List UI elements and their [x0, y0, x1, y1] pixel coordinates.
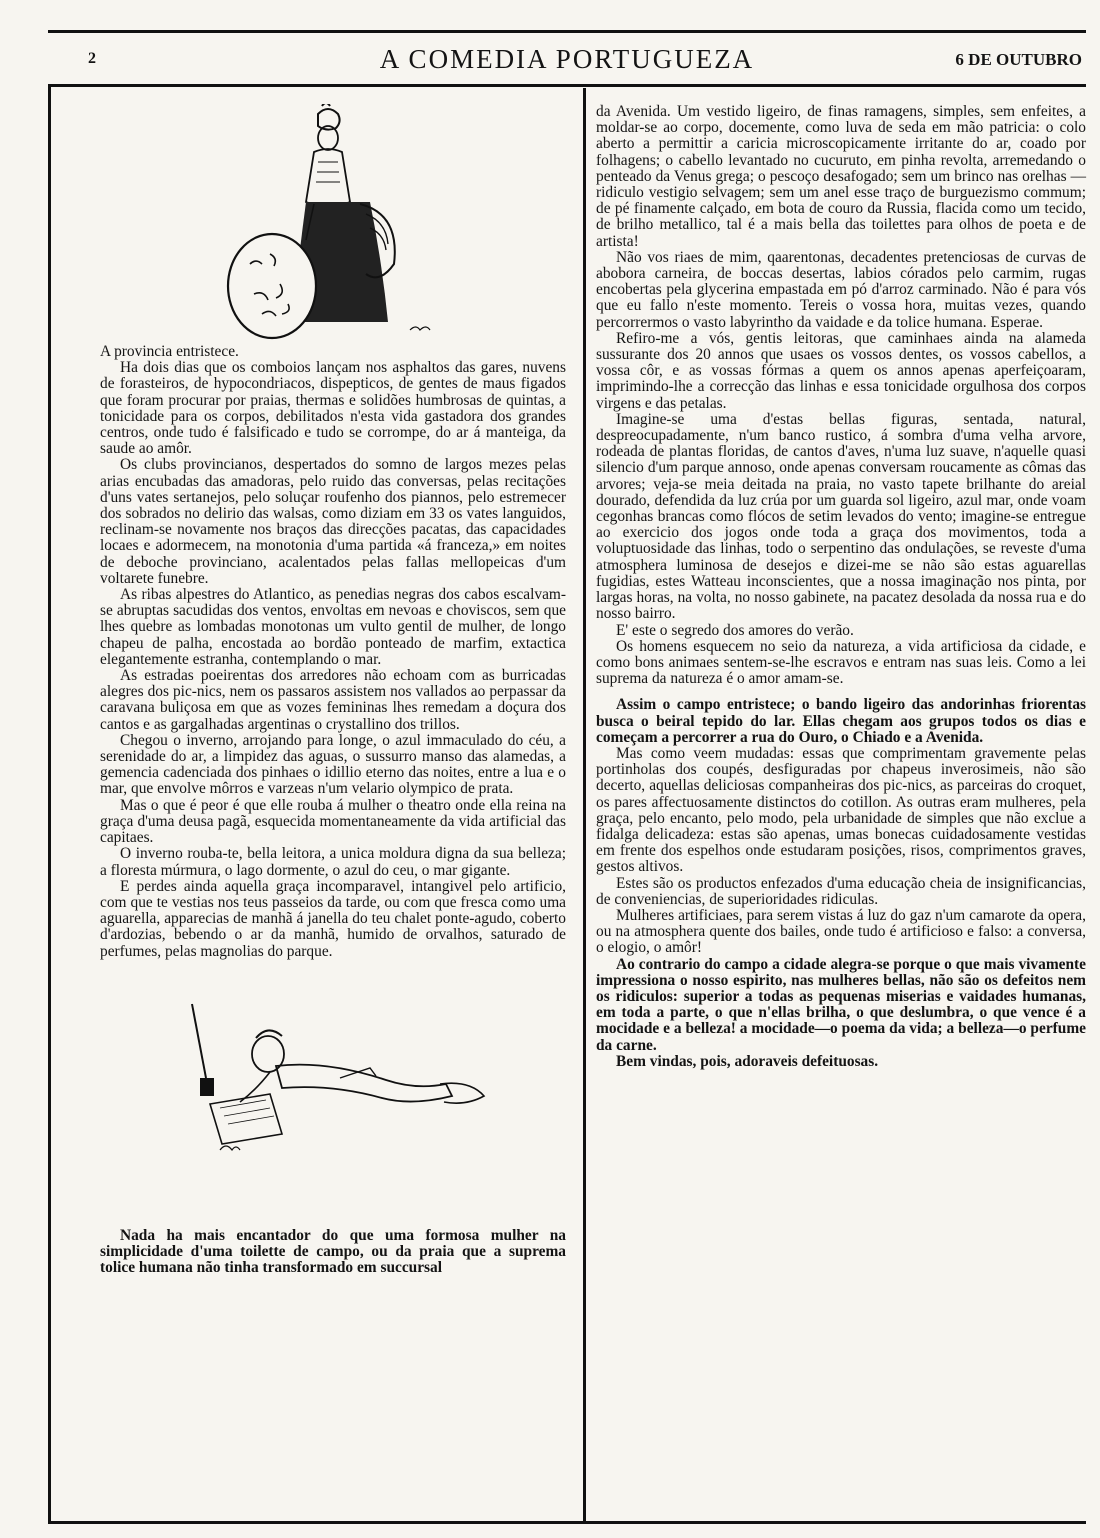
reclining-child-illustration — [180, 994, 510, 1164]
paragraph: O inverno rouba-te, bella leitora, a unica moldura digna da sua belleza; a floresta múrmura, o lago dormente, o azul do ceu, o mar gigante. — [100, 845, 566, 879]
right-column — [596, 104, 1086, 1070]
paragraph: Refiro-me a vós, gentis leitoras, que caminhaes ainda na alameda sussurante dos 20 annos que usaes os vossos dentes, os vossos cabellos, a vossa côr, e as vossas fórmas a quem os annos apenas aperfeiçoaram, imprimindo-lhe a correcção das linhas e essa tonicidade orgulhosa dos corpos virgens e das petalas. — [596, 329, 1086, 412]
paragraph: E' este o segredo dos amores do verão. — [616, 621, 854, 639]
paragraph: Mulheres artificiaes, para serem vistas á luz do gaz n'um camarote da opera, ou na atmosphera quente dos bailes, onde tudo é artificioso e falso: a conversa, o elogio, o amôr! — [596, 906, 1086, 957]
paragraph: Mas o que é peor é que elle rouba á mulher o theatro onde ella reina na graça d'uma deusa pagã, esquecida momentaneamente da vida artificial das capitaes. — [100, 796, 566, 847]
paragraph: Não vos riaes de mim, qaarentonas, decadentes pretenciosas de curvas de abobora carneira, de boccas desertas, labios córados pelo carmim, rugas encobertas pela glycerina empastada em pó d'arroz carminado. Não é para vós que eu fallo n'este momento. Tereis o vossa hora, muitas vezes, quando percorrermos o vasto labyrintho da vaidade e da tolice humana. Esperae. — [596, 248, 1086, 331]
paragraph: Bem vindas, pois, adoraveis defeituosas. — [616, 1052, 879, 1070]
paragraph: Imagine-se uma d'estas bellas figuras, sentada, natural, despreocupadamente, n'um banco rustico, á sombra d'uma velha arvore, rodeada de plantas floridas, de cantos d'aves, n'uma luz suave, n'aquelle quasi silencio d'um parque annoso, onde apenas conversam roucamente as cômas das arvores; veja-se meia deitada na praia, no vasto tapete brilhante do areial dourado, defendida da luz crúa por um guarda sol ligeiro, azul mar, onde voam cegonhas brancas como flócos de setim levados do vento; imagine-se entregue ao exercicio dos jogos onde toda a graça dos movimentos, toda a voluptuosidade das linhas, todo o serpentino das ondulações, se reveste d'uma atmosphera luminosa de desejos e dizei-me se não são estas aguarellas fugidias, estes Watteau inconscientes, que a nossa imaginação nos pinta, por largas horas, na volta, no nosso gabinete, na pacatez desolada da nossa rua e do nosso bairro. — [596, 410, 1086, 623]
publication-title: A COMEDIA PORTUGUEZA — [379, 44, 755, 74]
spacer — [100, 1164, 566, 1228]
paragraph: da Avenida. Um vestido ligeiro, de finas ramagens, simples, sem enfeites, a moldar-se ao corpo, docemente, como luva de seda em mão patricia: o colo aberto a permittir a caricia microscopicamente irritante do ar, coado por folhagens; o cabello levantado no cucuruto, em pinha revolta, arremedando o penteado da Venus grega; o pescoço desafogado; sem um brinco nas orelhas — ridiculo vestigio selvagem; sem um anel esse traço de burguezismo commum; de pé finamente calçado, em bota de couro da Russia, flacida como um tecido, de brilho metallico, tal é a mais bella das toilettes para olhos de poeta e de artista! — [596, 103, 1086, 250]
paragraph: A provincia entristece. — [100, 343, 239, 360]
paragraph: Os clubs provincianos, despertados do somno de largos mezes pelas arias encubadas das amadoras, pelo ruido das conversas, pelas recitações d'uns vates sertanejos, pelo soluçar roufenho dos piannos, pelo estremecer dos sobrados no delirio das walsas, como diziam em 33 os vates languidos, reclinam-se novamente nos braços das direcções pacatas, das capacidades locaes e adormecem, na monotonia d'uma partida «á franceza,» em noites de deboche provinciano, acalentados pelas fallas mellopeicas d'um voltarete funebre. — [100, 456, 566, 587]
top-rule — [48, 30, 1086, 33]
paragraph: Estes são os productos enfezados d'uma educação cheia de insignificancias, de conveniencias, de superioridades ridiculas. — [596, 874, 1086, 908]
paragraph: As estradas poeirentas dos arredores não echoam com as burricadas alegres dos pic-nics, nem os passaros assistem nos vallados ao perpassar da caravana buliçosa em que as vozes femininas lhes remedam a doçura dos cantos e as gargalhadas argentinas o crystallino dos trillos. — [100, 667, 566, 733]
left-column — [100, 104, 566, 1276]
lady-illustration — [210, 104, 460, 344]
paragraph: As ribas alpestres do Atlantico, as penedias negras dos cabos escalvam-se abruptas sacudidas dos ventos, envoltas em nevoas e choviscos, sem que lhes quebre as lombadas monotonas um vulto gentil de mulher, de longo chapeu de palha, encostada ao bordão ponteado de marfim, extactica elegantemente estranha, contemplando o mar. — [100, 586, 566, 668]
paragraph: Os homens esquecem no seio da natureza, a vida artificiosa da cidade, e como bons animaes sentem-se-lhe escravos e entram nas suas leis. Como a lei suprema da natureza é o amor amam-se. — [596, 637, 1086, 688]
page-header — [48, 38, 1086, 84]
paragraph: Assim o campo entristece; o bando ligeiro das andorinhas friorentas busca o beiral tepido do lar. Ellas chegam aos grupos todos os dias e começam a percorrer a rua do Ouro, o Chiado e a Avenida. — [596, 696, 1086, 746]
bottom-rule — [48, 1521, 1086, 1524]
paragraph: Ha dois dias que os comboios lançam nos asphaltos das gares, nuvens de forasteiros, de hypocondriacos, dispepticos, de gentes de maus figados que foram procurar por praias, thermas e solidões humbrosas de quintas, a tonicidade para os corpos, debilitados n'esta vida gastadora dos grandes centros, onde tudo é falsificado e tudo se corrompe, do ar á manteiga, da saude ao amôr. — [100, 359, 566, 458]
paragraph: Nada ha mais encantador do que uma formosa mulher na simplicidade d'uma toilette de campo, ou da praia que a suprema tolice humana não tinha transformado em succursal — [100, 1226, 566, 1277]
paragraph: Mas como veem mudadas: essas que comprimentam gravemente pelas portinholas dos coupés, desfiguradas por chapeus inverosimeis, não são decerto, aquellas deliciosas companheiras dos pic-nics, as parceiras do croquet, os pares affectuosamente distinctos do cotillon. As outras eram mulheres, pela graça, pelo encanto, pelo modo, pela urbanidade de simples que não exclue a fidalga delicadeza: estas são apenas, umas bonecas cuidadosamente vestidas em frente dos espelhos onde estudaram posições, risos, comprimentos graves, gestos altivos. — [596, 744, 1086, 876]
column-divider — [583, 88, 586, 1524]
page-number: 2 — [88, 50, 96, 67]
paragraph: Ao contrario do campo a cidade alegra-se porque o que mais vivamente impressiona o nosso espirito, nas mulheres bellas, não são os defeitos nem os ridiculos: superior a todas as pequenas miserias e vaidades humanas, em toda a parte, o que n'ellas brilha, o que deslumbra, o que vence é a mocidade e a belleza! a mocidade—o poema da vida; a belleza—o perfume da carne. — [596, 955, 1086, 1054]
paragraph: Chegou o inverno, arrojando para longe, o azul immaculado do céu, a serenidade do ar, a limpidez das aguas, o sussurro manso das alamedas, a gemencia cadenciada dos pinhaes o idillio eterno das noites, entre a lua e o mar, que envolve môrros e varzeas n'um velario olympico de prata. — [100, 731, 566, 798]
issue-date: 6 DE OUTUBRO — [955, 50, 1082, 69]
paragraph: E perdes ainda aquella graça incomparavel, intangivel pelo artificio, com que te vestias nos teus passeios da tarde, ou com que fresca como uma aguarella, apparecias de manhã á janella do teu chalet ponte-agudo, coberto d'ardozias, bebendo o ar da manhã, humido de orvalhos, saturado de perfumes, pelas magnolias do parque. — [100, 877, 566, 960]
